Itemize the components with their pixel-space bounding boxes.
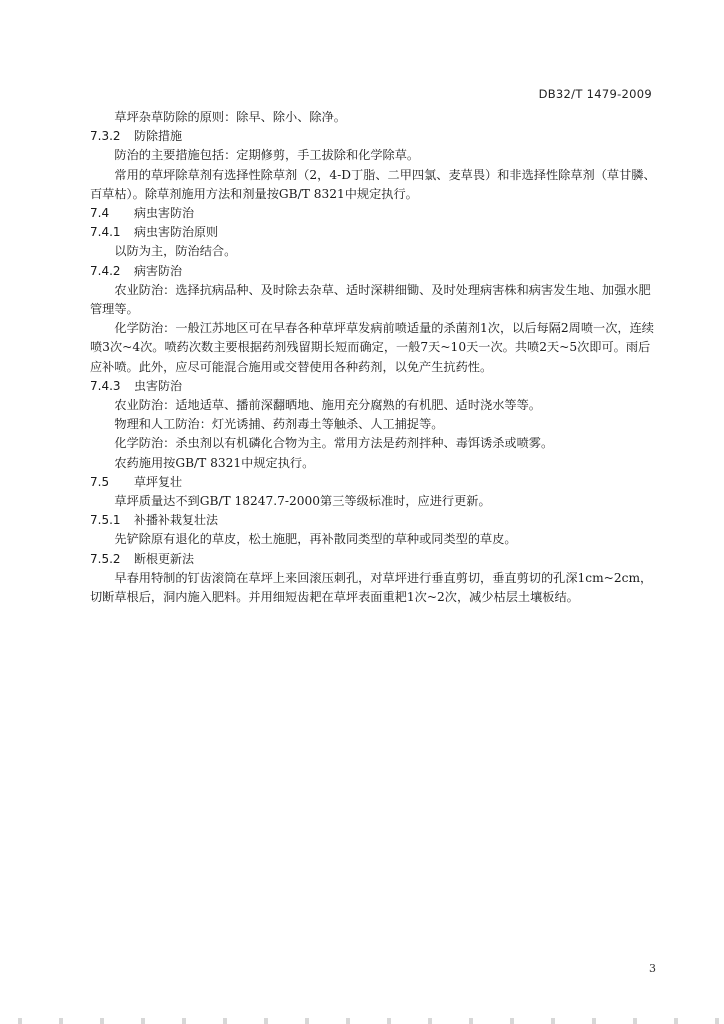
section-title: 病害防治 [134,263,183,278]
paragraph-7-3-2-herbicides: 常用的草坪除草剂有选择性除草剂（2，4-D丁脂、二甲四氯、麦草畏）和非选择性除草剂（草甘膦、百草枯）。除草剂施用方法和剂量按GB/T 8321中规定执行。 [90,167,656,201]
section-title: 病虫害防治原则 [134,225,219,240]
paragraph-7-4-1-principle: 以防为主，防治结合。 [114,244,237,259]
heading-7-4-1 [90,223,658,242]
paragraph-7-4-3-pesticide: 农药施用按GB/T 8321中规定执行。 [114,455,315,470]
heading-7-4 [90,204,658,223]
page-number: 3 [649,962,656,975]
section-number: 7.5.2 [90,551,121,566]
section-title: 草坪复壮 [134,474,183,489]
document-body [90,108,658,607]
section-title: 虫害防治 [134,378,183,393]
section-number: 7.3.2 [90,129,121,144]
section-title: 病虫害防治 [134,206,195,221]
standard-code-header: DB32/T 1479-2009 [538,87,652,101]
scan-edge-artifact [0,1018,724,1024]
paragraph-7-5-renewal: 草坪质量达不到GB/T 18247.7-2000第三等级标准时，应进行更新。 [114,494,491,509]
section-number: 7.4 [90,206,110,221]
heading-7-4-3 [90,377,658,396]
paragraph-7-4-2-agricultural: 农业防治：选择抗病品种、及时除去杂草、适时深耕细锄、及时处理病害株和病害发生地、加强水肥管理等。 [90,282,651,317]
heading-7-5-1 [90,511,658,530]
paragraph-7-4-3-physical: 物理和人工防治：灯光诱捕、药剂毒土等触杀、人工捕捉等。 [114,417,444,432]
heading-7-3-2 [90,127,658,146]
paragraph-7-4-3-chemical: 化学防治：杀虫剂以有机磷化合物为主。常用方法是药剂拌种、毒饵诱杀或喷雾。 [114,436,554,451]
section-number: 7.5 [90,474,110,489]
section-number: 7.4.1 [90,225,121,240]
paragraph-7-5-2-root-cutting: 早春用特制的钉齿滚筒在草坪上来回滚压刺孔，对草坪进行垂直剪切，垂直剪切的孔深1cm~2cm，切断草根后，洞内施入肥料。并用细短齿耙在草坪表面重耙1次~2次，减少枯层土壤板结。 [90,570,653,605]
section-number: 7.5.1 [90,513,121,528]
paragraph-7-5-1-reseeding: 先铲除原有退化的草皮，松土施肥，再补散同类型的草种或同类型的草皮。 [114,532,517,547]
paragraph-7-4-3-agricultural: 农业防治：适地适草、播前深翻晒地、施用充分腐熟的有机肥、适时浇水等等。 [114,398,541,413]
section-title: 补播补栽复壮法 [134,513,219,528]
heading-7-5-2 [90,550,658,569]
section-number: 7.4.3 [90,378,121,393]
paragraph-7-3-2-measures: 防治的主要措施包括：定期修剪，手工拔除和化学除草。 [114,148,420,163]
heading-7-5 [90,473,658,492]
heading-7-4-2 [90,262,658,281]
section-title: 断根更新法 [134,551,195,566]
section-number: 7.4.2 [90,263,121,278]
paragraph-7-4-2-chemical: 化学防治：一般江苏地区可在早春各种草坪草发病前喷适量的杀菌剂1次，以后每隔2周喷一次，连续喷3次~4次。喷药次数主要根据药剂残留期长短而确定，一般7天~10天一次。共喷2天~5次即可。雨后应补喷。此外，应尽可能混合施用或交替使用各种药剂，以免产生抗药性。 [90,321,654,374]
section-title: 防除措施 [134,129,183,144]
paragraph-weed-principle: 草坪杂草防除的原则：除早、除小、除净。 [114,110,346,124]
